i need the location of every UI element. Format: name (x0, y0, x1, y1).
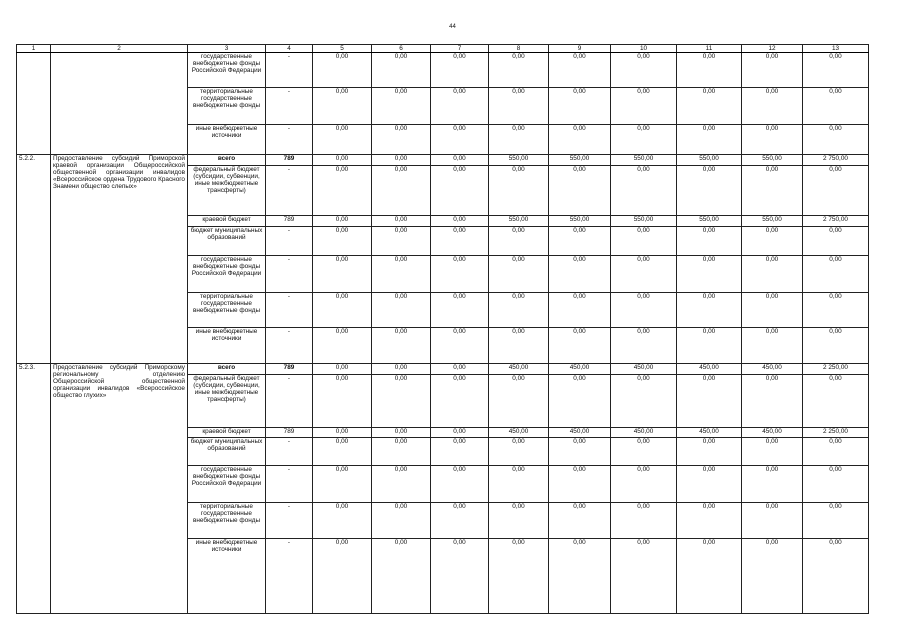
value-cell: 0,00 (431, 166, 489, 216)
value-cell: 550,00 (742, 216, 803, 227)
value-cell: 0,00 (313, 256, 372, 293)
value-cell: 0,00 (549, 539, 611, 614)
header-cell: 8 (489, 45, 549, 53)
funding-source: федеральный бюджет (субсидии, субвенции, иные межбюджетные трансферты) (188, 166, 266, 216)
value-cell: 0,00 (549, 438, 611, 466)
funding-source: бюджет муниципальных образований (188, 438, 266, 466)
value-cell: 0,00 (372, 375, 431, 428)
funding-source: государственные внебюджетные фонды Российской Федерации (188, 256, 266, 293)
header-cell: 3 (188, 45, 266, 53)
value-cell: 0,00 (431, 503, 489, 539)
value-cell: 0,00 (489, 53, 549, 88)
value-cell: 550,00 (489, 216, 549, 227)
value-cell: 0,00 (431, 88, 489, 125)
value-cell: 550,00 (549, 155, 611, 166)
value-cell: 0,00 (803, 466, 869, 503)
value-cell: 0,00 (677, 293, 742, 328)
value-cell: 0,00 (611, 88, 677, 125)
value-cell: 550,00 (677, 155, 742, 166)
value-cell: 0,00 (549, 256, 611, 293)
budget-table (16, 44, 869, 614)
value-cell: 0,00 (742, 503, 803, 539)
value-cell: 0,00 (431, 293, 489, 328)
value-cell: 0,00 (372, 155, 431, 166)
value-cell: 0,00 (742, 328, 803, 364)
value-cell: 550,00 (549, 216, 611, 227)
value-cell: 0,00 (372, 227, 431, 256)
section-description: Предоставление субсидий Приморской краевой организации Общероссийской общественной организации инвалидов «Всероссийское ордена Трудового Красного Знамени общество слепых» (51, 155, 188, 364)
header-cell: 11 (677, 45, 742, 53)
value-cell: 0,00 (611, 466, 677, 503)
section-number: 5.2.2. (17, 155, 51, 364)
value-cell: 0,00 (313, 166, 372, 216)
value-cell: 0,00 (313, 227, 372, 256)
value-cell: 0,00 (677, 503, 742, 539)
value-cell: 0,00 (372, 539, 431, 614)
header-cell: 10 (611, 45, 677, 53)
header-cell: 12 (742, 45, 803, 53)
value-cell: 0,00 (677, 53, 742, 88)
value-cell: 0,00 (489, 328, 549, 364)
value-cell: 0,00 (431, 125, 489, 155)
value-cell: 550,00 (489, 155, 549, 166)
value-cell: 0,00 (742, 539, 803, 614)
value-cell: 0,00 (549, 503, 611, 539)
budget-code: - (266, 503, 313, 539)
value-cell: 0,00 (313, 375, 372, 428)
budget-code: - (266, 166, 313, 216)
header-cell: 5 (313, 45, 372, 53)
funding-source: иные внебюджетные источники (188, 125, 266, 155)
budget-code: - (266, 53, 313, 88)
value-cell: 0,00 (742, 227, 803, 256)
budget-code: 789 (266, 428, 313, 438)
value-cell: 0,00 (677, 539, 742, 614)
value-cell: 0,00 (803, 53, 869, 88)
value-cell: 0,00 (372, 166, 431, 216)
value-cell: 0,00 (489, 125, 549, 155)
value-cell: 0,00 (313, 293, 372, 328)
value-cell: 0,00 (549, 293, 611, 328)
value-cell: 0,00 (313, 438, 372, 466)
section-number: 5.2.3. (17, 364, 51, 614)
value-cell: 0,00 (372, 256, 431, 293)
value-cell: 0,00 (372, 438, 431, 466)
budget-code: - (266, 438, 313, 466)
value-cell: 0,00 (313, 155, 372, 166)
value-cell: 0,00 (313, 88, 372, 125)
value-cell: 0,00 (803, 438, 869, 466)
table-row (17, 53, 869, 88)
value-cell: 0,00 (549, 88, 611, 125)
value-cell: 0,00 (431, 428, 489, 438)
value-cell: 0,00 (489, 539, 549, 614)
budget-code: - (266, 256, 313, 293)
funding-source: всего (188, 155, 266, 166)
value-cell: 0,00 (489, 293, 549, 328)
funding-source: иные внебюджетные источники (188, 539, 266, 614)
value-cell: 0,00 (677, 125, 742, 155)
value-cell: 0,00 (313, 125, 372, 155)
value-cell: 550,00 (611, 216, 677, 227)
value-cell: 0,00 (431, 155, 489, 166)
value-cell: 0,00 (803, 375, 869, 428)
value-cell: 0,00 (742, 53, 803, 88)
value-cell: 0,00 (549, 53, 611, 88)
value-cell: 450,00 (742, 364, 803, 375)
budget-code: - (266, 328, 313, 364)
value-cell: 0,00 (489, 256, 549, 293)
value-cell: 0,00 (313, 328, 372, 364)
value-cell: 0,00 (372, 88, 431, 125)
funding-source: территориальные государственные внебюджетные фонды (188, 293, 266, 328)
value-cell: 0,00 (489, 88, 549, 125)
value-cell: 450,00 (489, 364, 549, 375)
value-cell: 0,00 (677, 256, 742, 293)
value-cell: 0,00 (431, 256, 489, 293)
value-cell: 0,00 (611, 256, 677, 293)
value-cell: 0,00 (611, 53, 677, 88)
value-cell: 550,00 (742, 155, 803, 166)
value-cell: 450,00 (549, 428, 611, 438)
value-cell: 0,00 (677, 88, 742, 125)
header-cell: 1 (17, 45, 51, 53)
value-cell: 0,00 (803, 227, 869, 256)
funding-source: краевой бюджет (188, 216, 266, 227)
value-cell: 0,00 (549, 125, 611, 155)
value-cell: 0,00 (611, 503, 677, 539)
value-cell: 0,00 (489, 227, 549, 256)
value-cell: 0,00 (742, 166, 803, 216)
value-cell: 0,00 (431, 227, 489, 256)
value-cell: 2 250,00 (803, 428, 869, 438)
value-cell: 0,00 (372, 466, 431, 503)
value-cell: 450,00 (742, 428, 803, 438)
value-cell: 0,00 (742, 88, 803, 125)
header-cell: 2 (51, 45, 188, 53)
value-cell: 0,00 (372, 328, 431, 364)
value-cell: 0,00 (742, 293, 803, 328)
value-cell: 0,00 (677, 438, 742, 466)
value-cell: 0,00 (677, 227, 742, 256)
header-cell: 4 (266, 45, 313, 53)
value-cell: 0,00 (611, 539, 677, 614)
budget-code: 789 (266, 216, 313, 227)
value-cell: 0,00 (611, 166, 677, 216)
funding-source: федеральный бюджет (субсидии, субвенции, иные межбюджетные трансферты) (188, 375, 266, 428)
value-cell: 0,00 (549, 166, 611, 216)
value-cell: 0,00 (313, 428, 372, 438)
value-cell: 0,00 (677, 375, 742, 428)
value-cell: 0,00 (611, 125, 677, 155)
budget-code: - (266, 375, 313, 428)
value-cell: 0,00 (313, 539, 372, 614)
value-cell: 0,00 (372, 125, 431, 155)
value-cell: 0,00 (742, 438, 803, 466)
funding-source: бюджет муниципальных образований (188, 227, 266, 256)
value-cell: 0,00 (677, 328, 742, 364)
value-cell: 450,00 (549, 364, 611, 375)
value-cell: 0,00 (313, 53, 372, 88)
funding-source: государственные внебюджетные фонды Российской Федерации (188, 466, 266, 503)
value-cell: 0,00 (803, 125, 869, 155)
value-cell: 0,00 (742, 466, 803, 503)
budget-code: - (266, 125, 313, 155)
value-cell: 450,00 (677, 364, 742, 375)
budget-code: - (266, 466, 313, 503)
empty-cell (17, 53, 51, 155)
value-cell: 0,00 (803, 88, 869, 125)
value-cell: 0,00 (372, 428, 431, 438)
value-cell: 0,00 (431, 539, 489, 614)
budget-code: 789 (266, 155, 313, 166)
value-cell: 0,00 (611, 227, 677, 256)
value-cell: 0,00 (372, 364, 431, 375)
page-number: 44 (449, 24, 456, 30)
value-cell: 0,00 (372, 53, 431, 88)
budget-code: - (266, 88, 313, 125)
header-cell: 6 (372, 45, 431, 53)
value-cell: 550,00 (677, 216, 742, 227)
value-cell: 0,00 (489, 503, 549, 539)
value-cell: 0,00 (611, 293, 677, 328)
funding-source: краевой бюджет (188, 428, 266, 438)
value-cell: 0,00 (372, 293, 431, 328)
value-cell: 0,00 (431, 375, 489, 428)
value-cell: 0,00 (803, 166, 869, 216)
value-cell: 0,00 (549, 375, 611, 428)
funding-source: территориальные государственные внебюджетные фонды (188, 88, 266, 125)
value-cell: 0,00 (489, 438, 549, 466)
funding-source: государственные внебюджетные фонды Российской Федерации (188, 53, 266, 88)
header-row (17, 45, 869, 53)
funding-source: всего (188, 364, 266, 375)
budget-code: 789 (266, 364, 313, 375)
value-cell: 0,00 (431, 328, 489, 364)
table-row (17, 364, 869, 375)
value-cell: 0,00 (677, 466, 742, 503)
value-cell: 2 750,00 (803, 155, 869, 166)
value-cell: 0,00 (803, 328, 869, 364)
value-cell: 0,00 (611, 328, 677, 364)
funding-source: территориальные государственные внебюджетные фонды (188, 503, 266, 539)
value-cell: 0,00 (549, 328, 611, 364)
value-cell: 0,00 (803, 293, 869, 328)
value-cell: 0,00 (489, 166, 549, 216)
value-cell: 550,00 (611, 155, 677, 166)
value-cell: 0,00 (742, 256, 803, 293)
table-row (17, 155, 869, 166)
header-cell: 9 (549, 45, 611, 53)
value-cell: 0,00 (803, 503, 869, 539)
value-cell: 0,00 (742, 375, 803, 428)
value-cell: 0,00 (549, 227, 611, 256)
section-description: Предоставление субсидий Приморскому региональному отделению Общероссийской общественной организации инвалидов «Всероссийское общество глухих» (51, 364, 188, 614)
value-cell: 0,00 (372, 216, 431, 227)
value-cell: 0,00 (313, 503, 372, 539)
value-cell: 0,00 (313, 364, 372, 375)
value-cell: 0,00 (431, 466, 489, 503)
value-cell: 450,00 (677, 428, 742, 438)
value-cell: 450,00 (611, 428, 677, 438)
value-cell: 0,00 (313, 216, 372, 227)
value-cell: 0,00 (313, 466, 372, 503)
value-cell: 0,00 (611, 375, 677, 428)
value-cell: 0,00 (742, 125, 803, 155)
value-cell: 0,00 (431, 364, 489, 375)
value-cell: 0,00 (611, 438, 677, 466)
value-cell: 0,00 (372, 503, 431, 539)
budget-code: - (266, 227, 313, 256)
value-cell: 0,00 (803, 539, 869, 614)
header-cell: 7 (431, 45, 489, 53)
value-cell: 0,00 (677, 166, 742, 216)
value-cell: 2 750,00 (803, 216, 869, 227)
budget-code: - (266, 293, 313, 328)
empty-cell (51, 53, 188, 155)
header-cell: 13 (803, 45, 869, 53)
value-cell: 0,00 (549, 466, 611, 503)
value-cell: 2 250,00 (803, 364, 869, 375)
value-cell: 0,00 (803, 256, 869, 293)
value-cell: 450,00 (611, 364, 677, 375)
value-cell: 450,00 (489, 428, 549, 438)
value-cell: 0,00 (489, 375, 549, 428)
value-cell: 0,00 (431, 53, 489, 88)
value-cell: 0,00 (431, 438, 489, 466)
value-cell: 0,00 (431, 216, 489, 227)
funding-source: иные внебюджетные источники (188, 328, 266, 364)
value-cell: 0,00 (489, 466, 549, 503)
budget-code: - (266, 539, 313, 614)
